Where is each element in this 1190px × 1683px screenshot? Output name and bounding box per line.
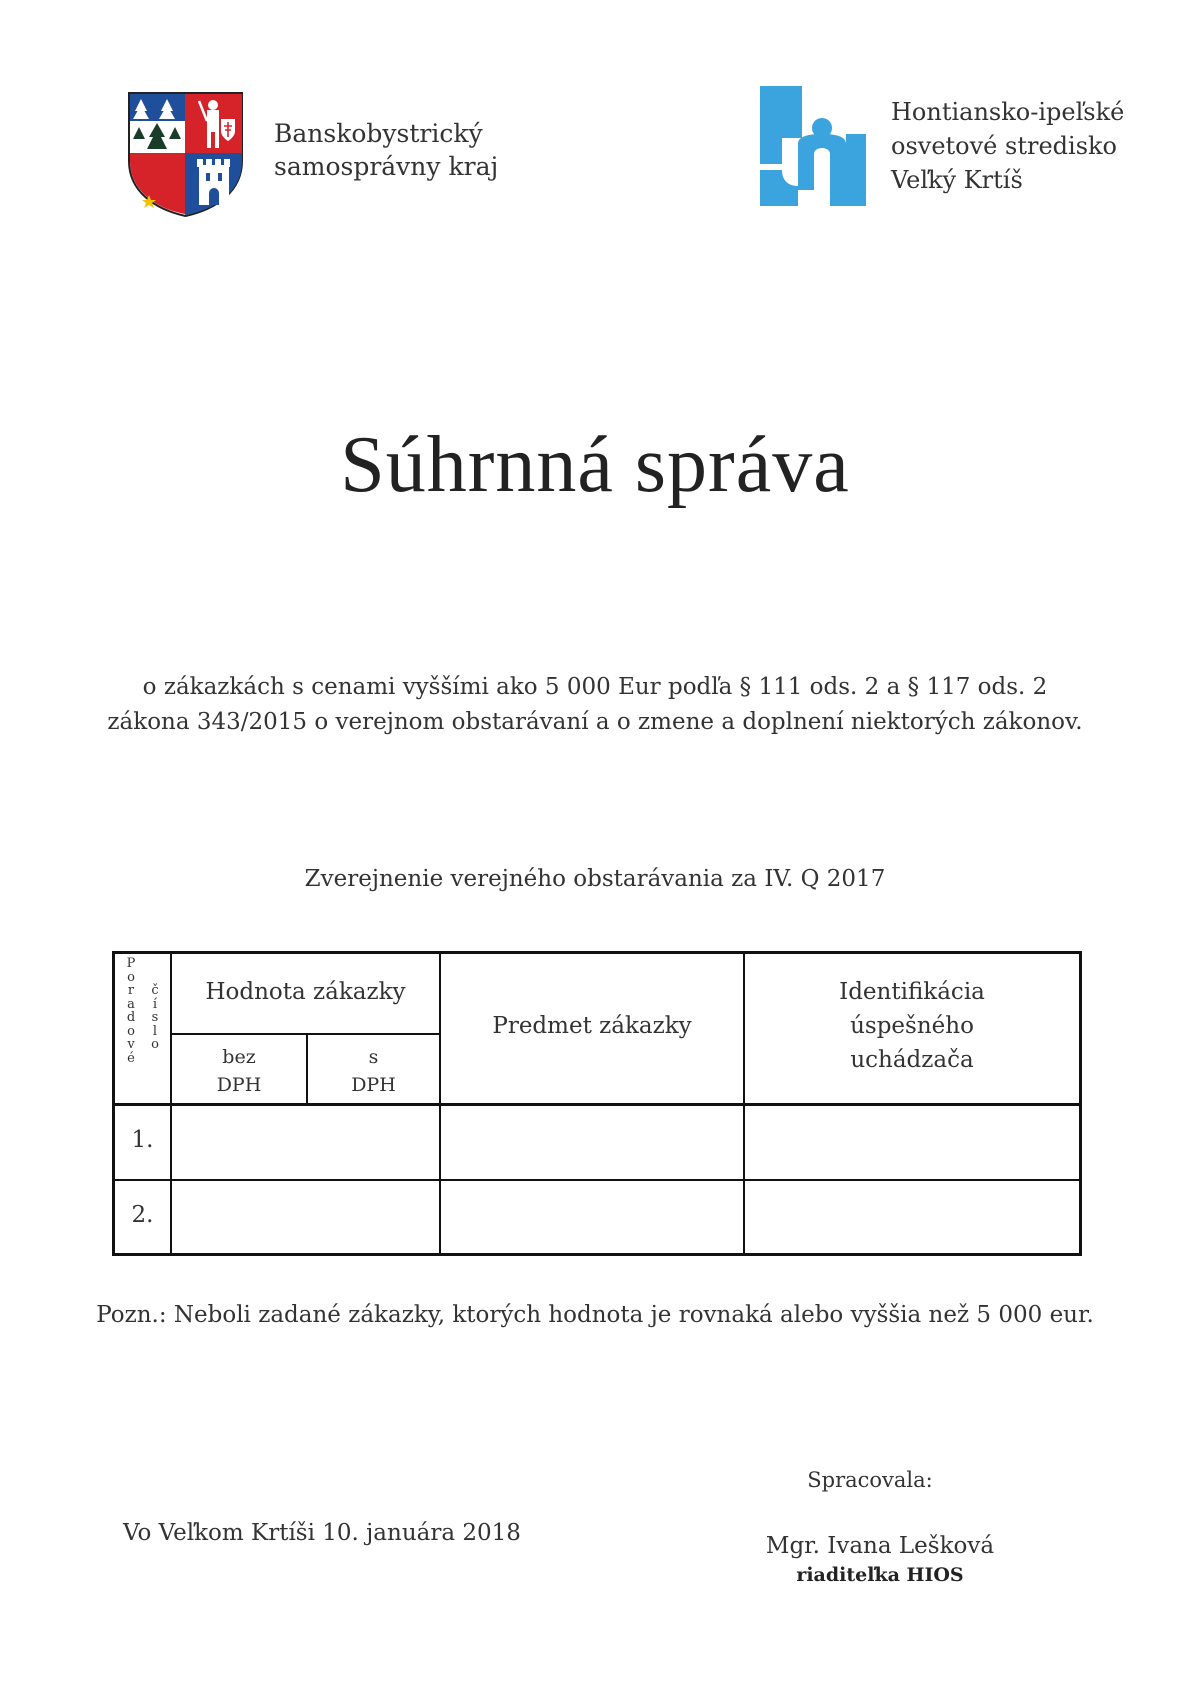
winner-header-line3: uchádzača [850, 1047, 974, 1073]
order-header-letter: a [127, 996, 135, 1012]
left-org-line2: samosprávny kraj [274, 152, 499, 181]
document-title: Súhrnná správa [340, 421, 850, 509]
left-organization-name [274, 117, 498, 183]
value-with-vat-line1: s [368, 1046, 379, 1068]
intro-line2: zákona 343/2015 o verejnom obstarávaní a o zmene a doplnení niektorých zákonov. [107, 709, 1083, 735]
order-header-letter: é [127, 1050, 135, 1066]
summary-table [112, 951, 1082, 1256]
order-header-letter: č [151, 983, 159, 998]
value-without-vat-line1: bez [222, 1046, 256, 1068]
right-org-line3: Veľký Krtíš [891, 166, 1023, 194]
value-without-vat-line2: DPH [216, 1074, 262, 1096]
intro-line1: o zákazkách s cenami vyššími ako 5 000 Eur podľa § 111 ods. 2 a § 117 ods. 2 [142, 674, 1048, 700]
order-header-letter: d [126, 1010, 136, 1025]
row-number: 1. [131, 1127, 154, 1153]
value-with-vat-header [308, 1043, 439, 1099]
right-organization-name [891, 95, 1124, 197]
table-header-bottom [112, 1103, 1082, 1106]
winner-header-line1: Identifikácia [839, 979, 985, 1005]
order-header-letter: í [152, 996, 158, 1012]
winner-header-line2: úspešného [850, 1013, 974, 1039]
table-row-divider [112, 1179, 1082, 1181]
order-header-letter: v [127, 1037, 135, 1052]
hios-logo-icon [760, 86, 866, 206]
row-number: 2. [131, 1202, 154, 1228]
right-org-line1: Hontiansko-ipeľské [891, 98, 1125, 126]
order-header-letter: o [127, 1023, 135, 1039]
order-number-header-a [124, 957, 138, 1065]
order-number-header-b [148, 984, 162, 1052]
order-header-letter: s [151, 1010, 159, 1025]
value-without-vat-header [172, 1043, 306, 1099]
order-header-letter: o [151, 1037, 159, 1052]
processed-by-label: Spracovala: [807, 1468, 933, 1492]
left-org-line1: Banskobystrický [274, 119, 483, 148]
signatory-role: riaditeľka HIOS [796, 1564, 964, 1586]
order-header-letter: o [127, 969, 135, 985]
order-header-letter: P [126, 956, 136, 971]
order-header-letter: l [152, 1023, 158, 1039]
table-row-divider [172, 1033, 439, 1035]
value-header: Hodnota zákazky [205, 979, 406, 1005]
place-and-date: Vo Veľkom Krtíši 10. januára 2018 [123, 1520, 521, 1546]
signatory-name: Mgr. Ivana Lešková [765, 1533, 995, 1559]
order-header-letter: r [127, 983, 135, 998]
note-text: Pozn.: Neboli zadané zákazky, ktorých hodnota je rovnaká alebo vyššia než 5 000 eur. [96, 1302, 1094, 1328]
table-border-top [112, 951, 1082, 954]
intro-paragraph [60, 670, 1130, 740]
period-heading: Zverejnenie verejného obstarávania za IV. Q 2017 [304, 866, 886, 892]
right-org-line2: osvetové stredisko [891, 132, 1117, 160]
value-with-vat-line2: DPH [351, 1074, 396, 1096]
winner-header [745, 975, 1079, 1077]
coat-of-arms-icon [127, 91, 244, 218]
subject-header: Predmet zákazky [492, 1013, 692, 1039]
table-border-bottom [112, 1253, 1082, 1256]
